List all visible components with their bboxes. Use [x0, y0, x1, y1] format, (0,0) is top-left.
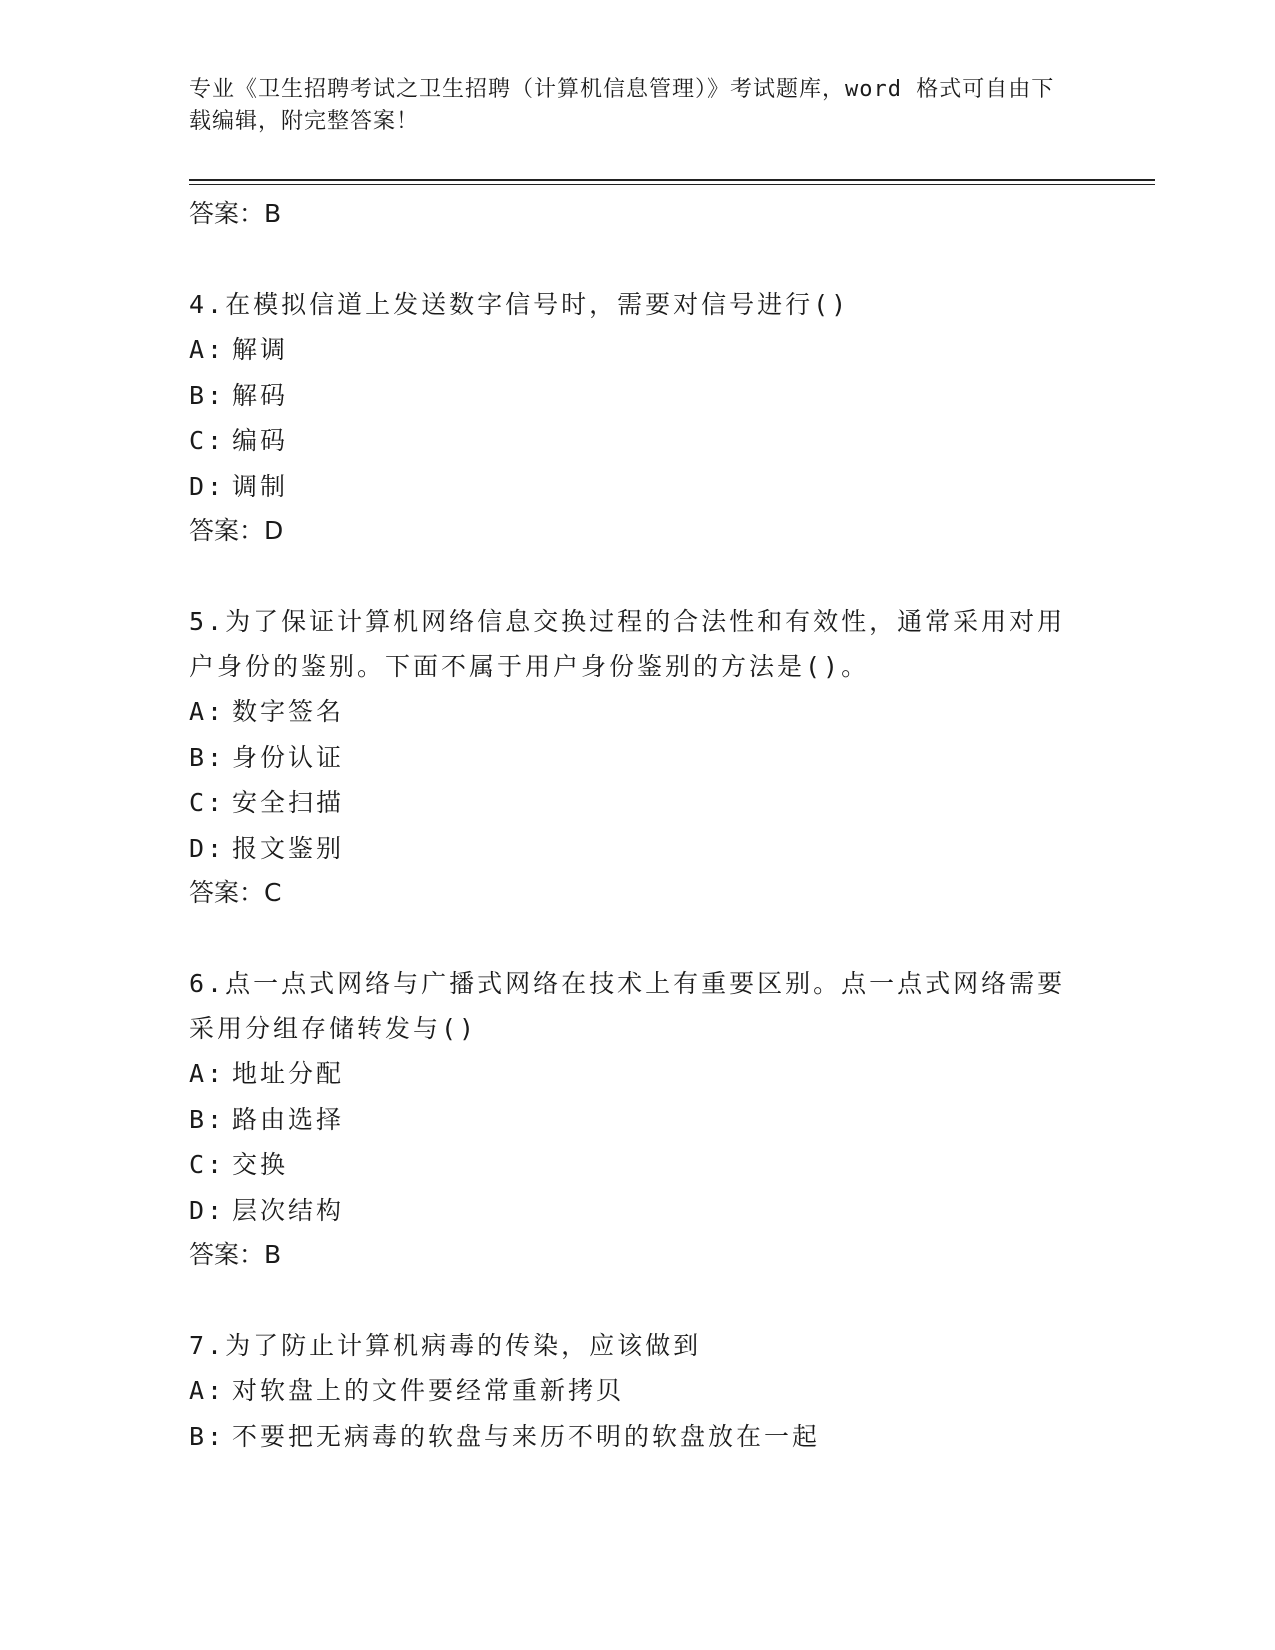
option-text: 交换 [232, 1150, 289, 1179]
header-divider-thick [189, 179, 1155, 181]
option-text: 身份认证 [232, 742, 345, 772]
option-text: 编码 [232, 426, 289, 455]
option-text: 路由选择 [232, 1104, 345, 1134]
document-header: 专业《卫生招聘考试之卫生招聘（计算机信息管理）》考试题库，word 格式可自由下载编辑，附完整答案！ [189, 77, 1055, 134]
option-a [189, 327, 1089, 373]
option-text: 地址分配 [232, 1059, 345, 1088]
option-c [189, 1142, 1089, 1188]
answer-line: 答案：C [189, 878, 282, 907]
option-key: D: [189, 1195, 226, 1225]
option-key: A: [189, 1376, 226, 1405]
answer-line: 答案：D [189, 516, 284, 545]
option-b [189, 1097, 1089, 1143]
option-text: 不要把无病毒的软盘与来历不明的软盘放在一起 [232, 1421, 821, 1451]
header-divider-thin [189, 184, 1155, 185]
option-key: A: [189, 1059, 226, 1088]
question-list [189, 192, 1089, 1459]
option-text: 报文鉴别 [232, 833, 345, 863]
option-key: D: [189, 833, 226, 863]
option-a [189, 689, 1089, 735]
option-b [189, 735, 1089, 781]
option-b [189, 1414, 1089, 1460]
option-key: C: [189, 1150, 226, 1179]
option-key: A: [189, 335, 226, 364]
option-c [189, 780, 1089, 826]
option-d [189, 464, 1089, 510]
option-c [189, 418, 1089, 464]
option-text: 解码 [232, 380, 289, 410]
answer-line: 答案：B [189, 199, 282, 228]
option-key: B: [189, 1421, 226, 1451]
option-key: B: [189, 380, 226, 410]
option-key: C: [189, 426, 226, 455]
option-key: D: [189, 471, 226, 501]
option-d [189, 826, 1089, 872]
option-text: 解调 [232, 335, 289, 364]
option-key: B: [189, 1104, 226, 1134]
option-a [189, 1368, 1089, 1414]
option-text: 数字签名 [232, 697, 345, 726]
option-key: B: [189, 742, 226, 772]
option-key: A: [189, 697, 226, 726]
question-7 [189, 1323, 1089, 1459]
question-4 [189, 282, 1089, 555]
question-stem: 5.为了保证计算机网络信息交换过程的合法性和有效性，通常采用对用户身份的鉴别。下面不属于用户身份鉴别的方法是()。 [189, 607, 1066, 681]
question-stem: 4.在模拟信道上发送数字信号时，需要对信号进行() [189, 290, 850, 319]
option-text: 层次结构 [232, 1195, 345, 1225]
option-a [189, 1051, 1089, 1097]
option-key: C: [189, 788, 226, 817]
option-text: 安全扫描 [232, 788, 345, 817]
answer-line: 答案：B [189, 1240, 282, 1269]
question-stem: 6.点一点式网络与广播式网络在技术上有重要区别。点一点式网络需要采用分组存储转发与() [189, 969, 1066, 1043]
option-d [189, 1188, 1089, 1234]
question-6 [189, 961, 1089, 1279]
option-text: 调制 [232, 471, 289, 501]
option-b [189, 373, 1089, 419]
question-stem: 7.为了防止计算机病毒的传染，应该做到 [189, 1331, 702, 1360]
question-5 [189, 599, 1089, 917]
option-text: 对软盘上的文件要经常重新拷贝 [232, 1376, 625, 1405]
